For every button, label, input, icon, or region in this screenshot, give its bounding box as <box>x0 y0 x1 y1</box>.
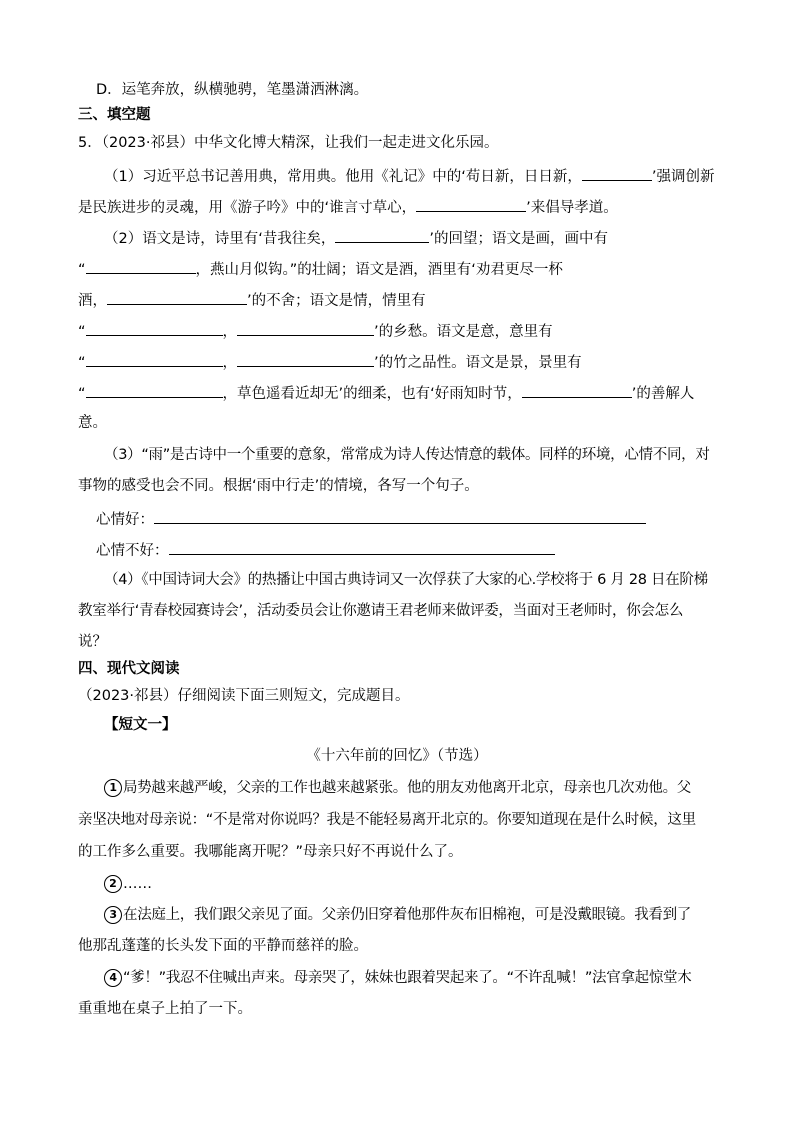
text-span: 酒， <box>78 293 107 309</box>
text-span: ’的乡愁。语文是意，意里有 <box>374 324 553 340</box>
q5-part3-line2: 事物的感受也会不同。根据‘雨中行走’的情境，各写一个句子。 <box>78 478 479 494</box>
text-span: “ <box>78 355 86 371</box>
text-span: ’来倡导孝道。 <box>526 200 618 216</box>
q5-part4-line3: 说？ <box>78 634 107 650</box>
text-span: 在法庭上，我们跟父亲见了面。父亲仍旧穿着他那件灰布旧棉袍，可是没戴眼镜。我看到了 <box>123 907 691 923</box>
text-span: “ <box>78 386 86 402</box>
q5-part2-line1 <box>104 227 608 249</box>
q5-part1-line1 <box>104 165 714 187</box>
mood-bad-answer-line[interactable] <box>169 539 555 555</box>
text-span: （2）语文是诗，诗里有‘昔我往矣， <box>104 231 336 247</box>
paragraph-2 <box>104 874 152 894</box>
option-d: D．运笔奔放，纵横驰骋，笔墨潇洒淋漓。 <box>96 82 369 98</box>
q5-part2-line7: 意。 <box>78 415 107 431</box>
text-span: “ <box>78 324 86 340</box>
answer-blank[interactable] <box>86 351 223 367</box>
mood-bad-row <box>96 539 555 561</box>
text-span: ’的竹之品性。语文是景，景里有 <box>374 355 582 371</box>
paragraph-1-line3: 的工作多么重要。我哪能离开呢？”母亲只好不再说什么了。 <box>78 844 463 860</box>
q5-part2-line6 <box>78 382 694 404</box>
mood-good-row <box>96 508 646 530</box>
paragraph-4-line2: 重重地在桌子上拍了一下。 <box>78 1001 252 1017</box>
article-title: 《十六年前的回忆》（节选） <box>306 748 488 764</box>
mood-bad-label: 心情不好： <box>96 543 169 559</box>
q5-part2-line4 <box>78 320 553 342</box>
paragraph-number: 3 <box>104 906 122 924</box>
text-span: （1）习近平总书记善用典，常用典。他用《礼记》中的‘苟日新，日日新， <box>104 169 582 185</box>
q5-part2-line2 <box>78 258 563 280</box>
answer-blank[interactable] <box>522 382 632 398</box>
paragraph-4-line1 <box>104 968 691 988</box>
question-5-intro: 5．（2023·祁县）中华文化博大精深，让我们一起走进文化乐园。 <box>78 135 499 151</box>
answer-blank[interactable] <box>107 289 247 305</box>
q5-part1-line2 <box>78 196 618 218</box>
answer-blank[interactable] <box>86 382 223 398</box>
paragraph-number: 2 <box>104 875 122 893</box>
text-span: “ <box>78 262 86 278</box>
text-span: ’的不舍；语文是情，情里有 <box>247 293 426 309</box>
paragraph-3-line2: 他那乱蓬蓬的长头发下面的平静而慈祥的脸。 <box>78 938 368 954</box>
reading-intro: （2023·祁县）仔细阅读下面三则短文，完成题目。 <box>78 688 410 704</box>
answer-blank[interactable] <box>582 165 652 181</box>
text-span: ’强调创新 <box>651 169 715 185</box>
text-span: …… <box>123 876 152 892</box>
paragraph-1-line2: 亲坚决地对母亲说：“不是常对你说吗？我是不能轻易离开北京的。你要知道现在是什么时候，这里 <box>78 812 696 828</box>
passage-tag: 【短文一】 <box>104 717 177 733</box>
q5-part2-line3 <box>78 289 426 311</box>
text-span: “爹！”我忍不住喊出声来。母亲哭了，妹妹也跟着哭起来了。“不许乱喊！”法官拿起惊堂木 <box>123 970 692 986</box>
paragraph-number: 1 <box>104 779 122 797</box>
paragraph-1-line1 <box>104 778 691 798</box>
section-heading-reading: 四、现代文阅读 <box>78 661 180 677</box>
answer-blank[interactable] <box>416 196 526 212</box>
text-span: ’的善解人 <box>631 386 695 402</box>
mood-good-answer-line[interactable] <box>154 508 646 524</box>
text-span: 是民族进步的灵魂，用《游子吟》中的‘谁言寸草心， <box>78 200 417 216</box>
answer-blank[interactable] <box>86 320 223 336</box>
text-span: ’的回望；语文是画，画中有 <box>429 231 608 247</box>
text-span: ， <box>222 355 238 371</box>
text-span: ， <box>222 324 238 340</box>
q5-part3-line1: （3）“雨”是古诗中一个重要的意象，常常成为诗人传达情意的载体。同样的环境，心情不同，对 <box>104 447 710 463</box>
text-span: 局势越来越严峻，父亲的工作也越来越紧张。他的朋友劝他离开北京，母亲也几次劝他。父 <box>123 780 691 796</box>
paragraph-number: 4 <box>104 969 122 987</box>
q5-part2-line5 <box>78 351 582 373</box>
answer-blank[interactable] <box>237 320 374 336</box>
mood-good-label: 心情好： <box>96 512 154 528</box>
section-heading-fill-blank: 三、填空题 <box>78 107 151 123</box>
answer-blank[interactable] <box>237 351 374 367</box>
text-span: ，燕山月似钩。”的壮阔；语文是酒，酒里有‘劝君更尽一杯 <box>195 262 563 278</box>
q5-part4-line2: 教室举行‘青春校园赛诗会’，活动委员会让你邀请王君老师来做评委，当面对王老师时，你会怎么 <box>78 603 684 619</box>
q5-part4-line1: （4）《中国诗词大会》的热播让中国古典诗词又一次俘获了大家的心.学校将于 6 月 28 日在阶梯 <box>104 572 708 588</box>
text-span: ，草色遥看近却无’的细柔，也有‘好雨知时节， <box>222 386 522 402</box>
answer-blank[interactable] <box>86 258 196 274</box>
paragraph-3-line1 <box>104 905 691 925</box>
answer-blank[interactable] <box>335 227 429 243</box>
